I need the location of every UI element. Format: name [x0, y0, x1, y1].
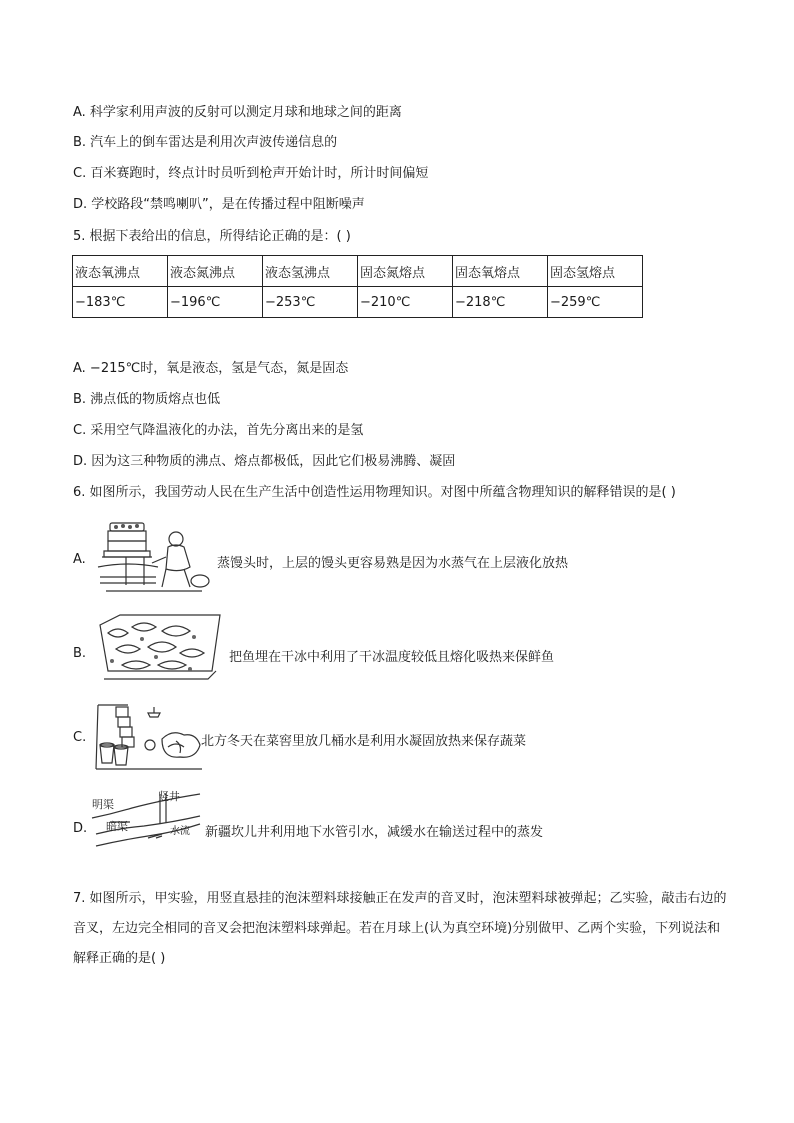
q6-option-b-text: 把鱼埋在干冰中利用了干冰温度较低且熔化吸热来保鲜鱼: [229, 650, 555, 665]
q6-option-a-text: 蒸馒头时，上层的馒头更容易熟是因为水蒸气在上层液化放热: [217, 556, 569, 571]
q5-option-d: D. 因为这三种物质的沸点、熔点都极低，因此它们极易沸腾、凝固: [73, 454, 456, 469]
table-value-row: [73, 287, 643, 318]
q5-data-table: [72, 255, 643, 318]
table-value-cell: −196℃: [168, 287, 263, 318]
steamer-illustration: [96, 517, 212, 599]
table-header-cell: 液态氧沸点: [73, 256, 168, 287]
table-header-cell: 固态氧熔点: [453, 256, 548, 287]
q5-option-c: C. 采用空气降温液化的办法，首先分离出来的是氢: [73, 423, 364, 438]
table-header-cell: 液态氢沸点: [263, 256, 358, 287]
table-header-cell: 固态氮熔点: [358, 256, 453, 287]
karez-well-illustration: [90, 786, 202, 856]
table-header-cell: 液态氮沸点: [168, 256, 263, 287]
q5-option-b: B. 沸点低的物质熔点也低: [73, 392, 221, 407]
vertical-well-label: 竖井: [158, 790, 180, 803]
table-value-cell: −259℃: [548, 287, 643, 318]
q4-option-c: C. 百米赛跑时，终点计时员听到枪声开始计时，所计时间偏短: [73, 166, 429, 181]
table-value-cell: −253℃: [263, 287, 358, 318]
q6-option-a-letter: A.: [73, 552, 86, 567]
q5-stem: 5. 根据下表给出的信息，所得结论正确的是：( ): [73, 229, 351, 244]
cellar-water-buckets-illustration: [94, 701, 206, 773]
table-value-cell: −210℃: [358, 287, 453, 318]
q6-option-b-letter: B.: [73, 646, 87, 661]
table-header-cell: 固态氢熔点: [548, 256, 643, 287]
q7-stem: 7. 如图所示，甲实验，用竖直悬挂的泡沫塑料球接触正在发声的音叉时，泡沫塑料球被弹起；乙实验，敲击右边的音叉，左边完全相同的音叉会把泡沫塑料球弹起。若在月球上(认为真空环境)分别做甲、乙两个实验，下列说法和解释正确的是( ): [73, 891, 727, 966]
open-channel-label: 明渠: [92, 798, 114, 811]
q6-option-c-text: 北方冬天在菜窖里放几桶水是利用水凝固放热来保存蔬菜: [201, 734, 527, 749]
q4-option-b: B. 汽车上的倒车雷达是利用次声波传递信息的: [73, 135, 338, 150]
hidden-channel-label: 暗渠: [106, 820, 128, 833]
table-header-row: [73, 256, 643, 287]
q6-option-d-letter: D.: [73, 821, 88, 836]
q4-option-d: D. 学校路段“禁鸣喇叭”，是在传播过程中阻断噪声: [73, 197, 365, 212]
q6-option-d-text: 新疆坎儿井利用地下水管引水，减缓水在输送过程中的蒸发: [205, 825, 544, 840]
fish-in-dry-ice-illustration: [98, 613, 224, 689]
q6-stem: 6. 如图所示，我国劳动人民在生产生活中创造性运用物理知识。对图中所蕴含物理知识的解释错误的是( ): [73, 485, 676, 500]
q4-option-a: A. 科学家利用声波的反射可以测定月球和地球之间的距离: [73, 105, 402, 120]
q6-option-c-letter: C.: [73, 730, 87, 745]
table-value-cell: −218℃: [453, 287, 548, 318]
table-value-cell: −183℃: [73, 287, 168, 318]
water-flow-label: 水流: [170, 826, 190, 837]
q5-option-a: A. −215℃时，氧是液态，氢是气态，氮是固态: [73, 361, 349, 376]
